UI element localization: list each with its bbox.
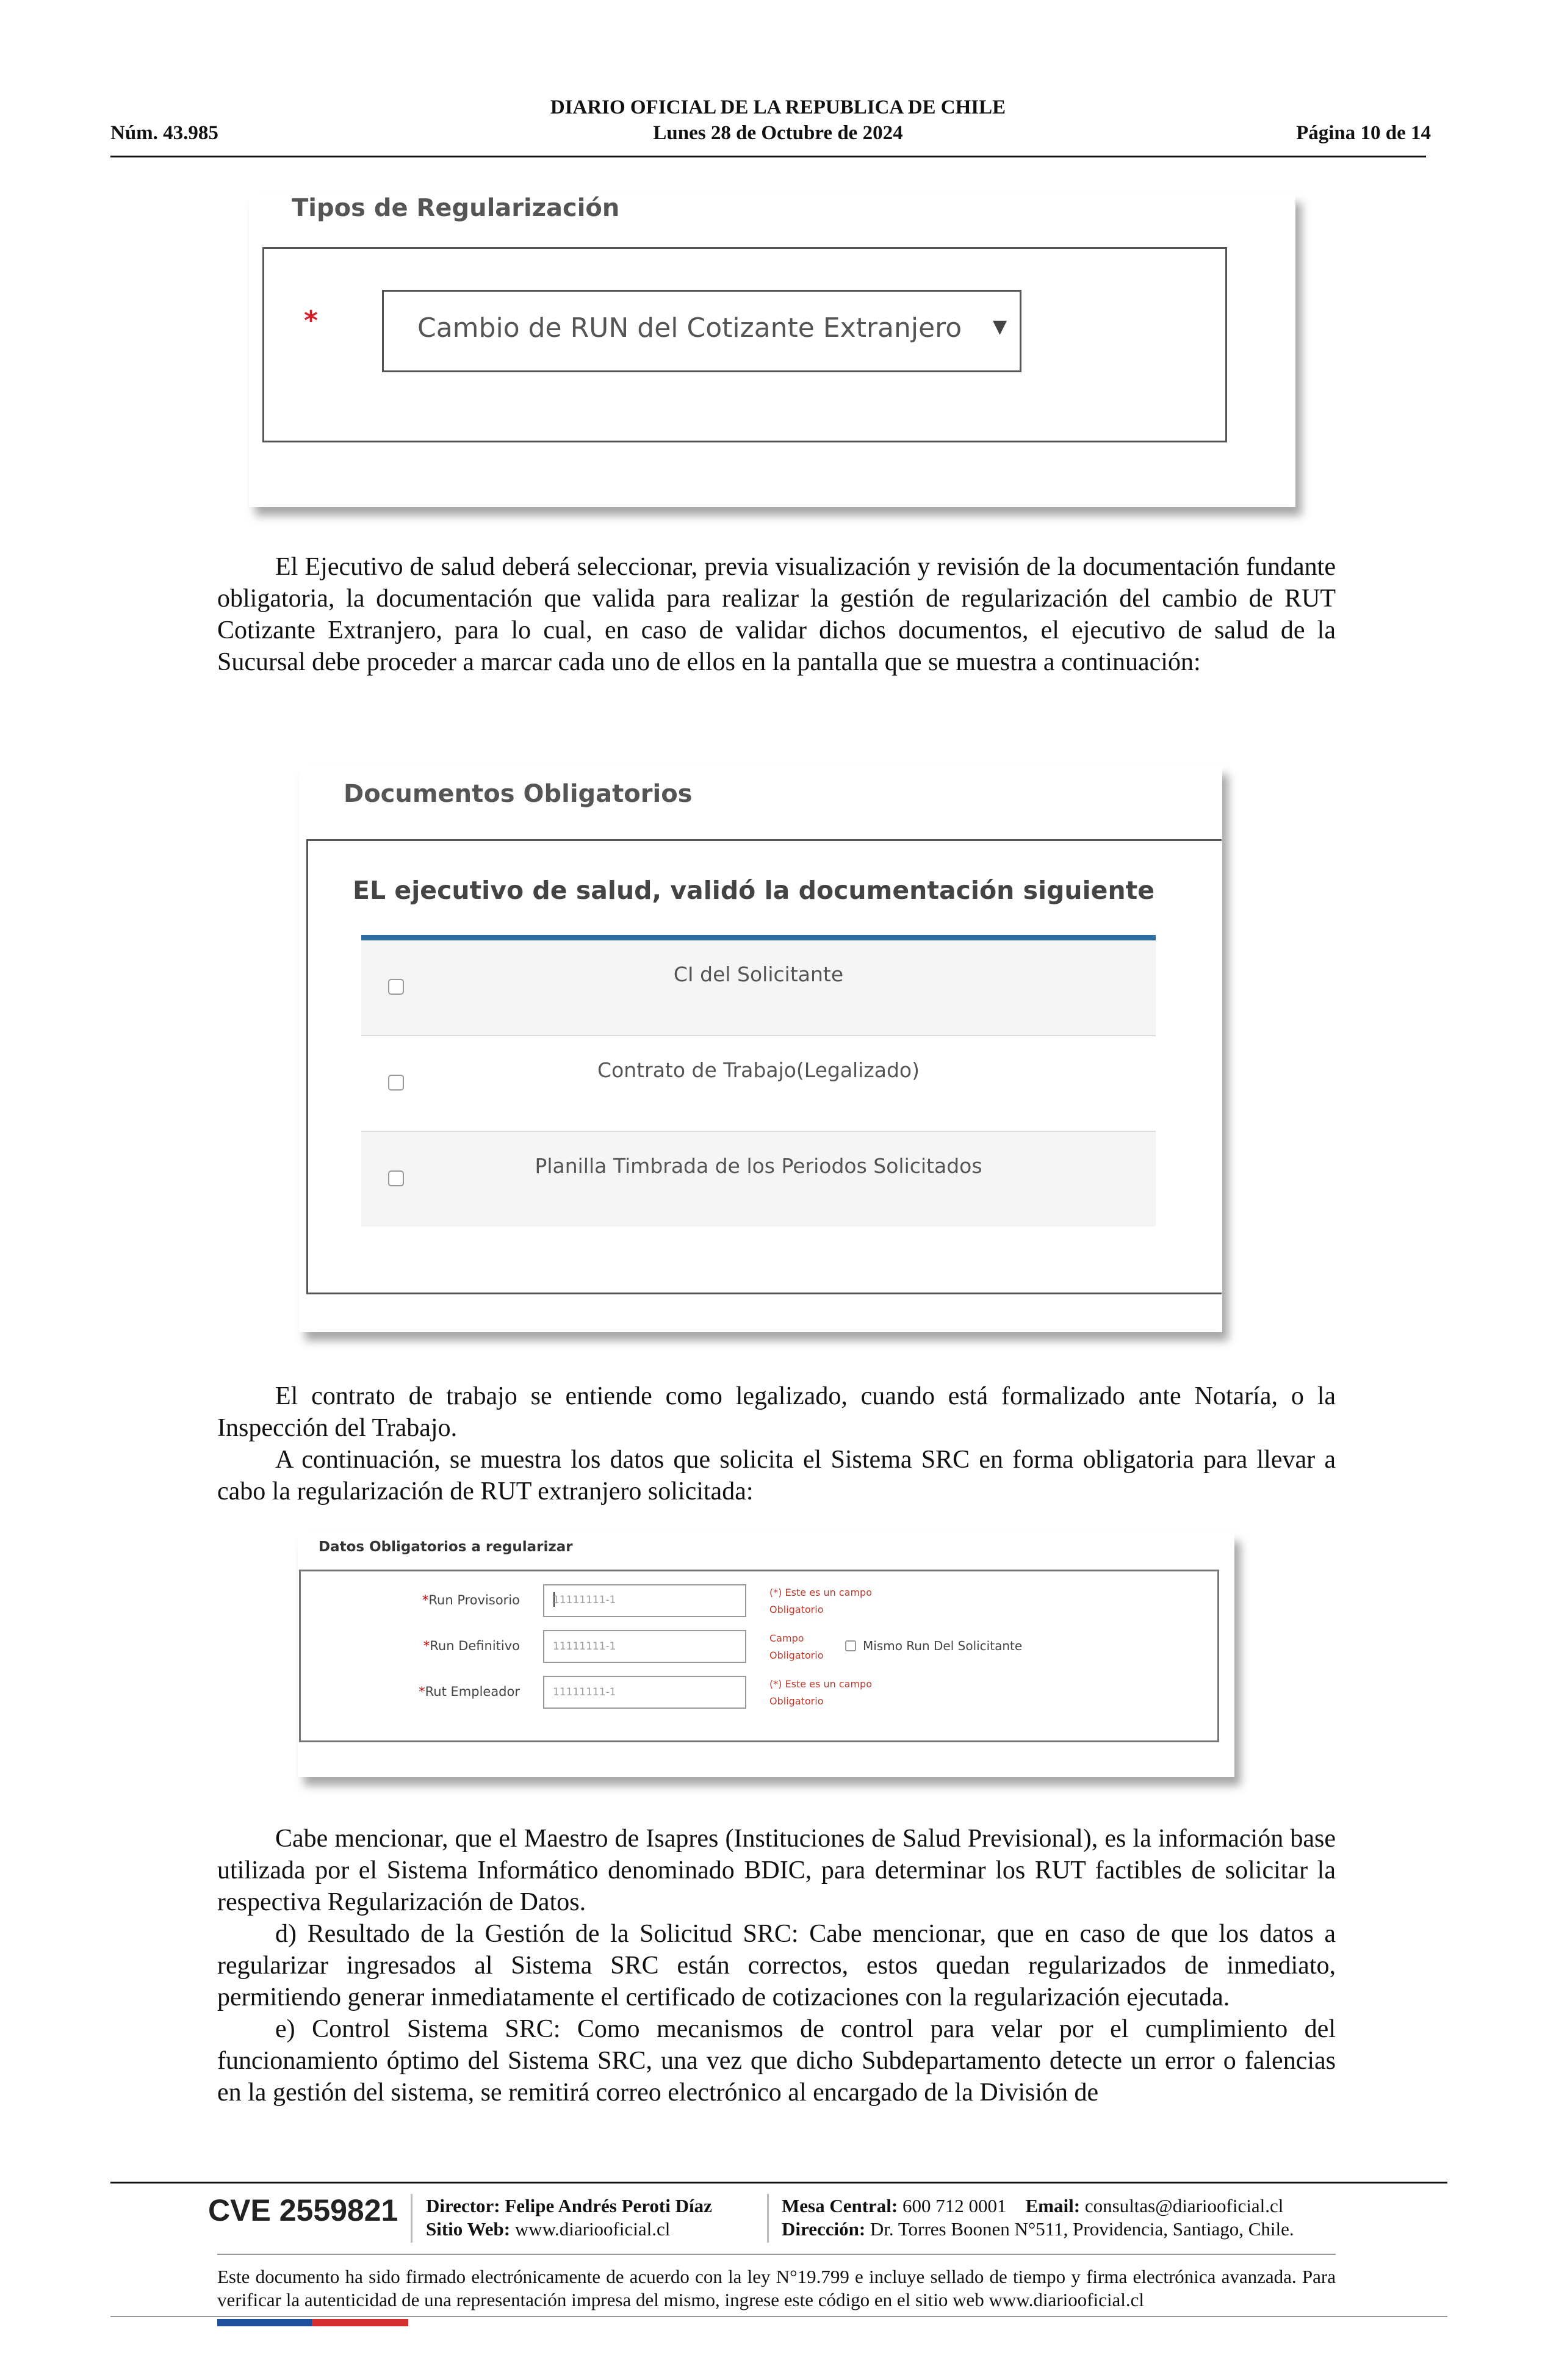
newspaper-title: DIARIO OFICIAL DE LA REPUBLICA DE CHILE [550, 96, 1006, 118]
document-label: Contrato de Trabajo(Legalizado) [597, 1058, 920, 1082]
footer-contact-block [782, 2194, 1294, 2241]
run-definitivo-label [373, 1639, 520, 1653]
page-number: Página 10 de 14 [1296, 122, 1431, 144]
document-row-planilla [361, 1132, 1156, 1227]
website-label: Sitio Web: [426, 2218, 511, 2240]
website-link[interactable]: www.diariooficial.cl [514, 2218, 671, 2240]
cve-code: CVE 2559821 [208, 2193, 398, 2227]
run-provisorio-required-note [769, 1584, 891, 1618]
body-paragraph-3 [217, 1823, 1336, 2108]
mandatory-documents-title: Documentos Obligatorios [344, 780, 693, 808]
same-run-checkbox-label: Mismo Run Del Solicitante [863, 1639, 1023, 1653]
electronic-signature-notice: Este documento ha sido firmado electrónicamente de acuerdo con la ley N°19.799 e incluye sellado de tiempo y firma electrónica avanzada. Para verificar la autenticidad de una representación impresa del mismo, ingrese este código en el sitio web www.diariooficial.cl [217, 2266, 1336, 2310]
required-asterisk: * [419, 1684, 425, 1699]
body-paragraph-1 [217, 551, 1336, 678]
field-label-text: Run Definitivo [430, 1639, 520, 1653]
document-label: CI del Solicitante [673, 962, 844, 986]
paragraph-text: e) Control Sistema SRC: Como mecanismos de control para velar por el cumplimiento del funcionamiento óptimo del Sistema SRC, una vez que dicho Subdepartamento detecte un error o falencias en la gestión del sistema, se remitirá correo electrónico al encargado de la División de [217, 2015, 1336, 2107]
required-asterisk: * [422, 1593, 429, 1607]
regularization-type-title: Tipos de Regularización [292, 194, 620, 222]
paragraph-text: El contrato de trabajo se entiende como legalizado, cuando está formalizado ante Notaría, o la Inspección del Trabajo. [217, 1382, 1336, 1442]
issue-date: Lunes 28 de Octubre de 2024 [653, 122, 903, 144]
run-provisorio-label [373, 1593, 520, 1607]
footer-divider [411, 2194, 412, 2243]
issue-number: Núm. 43.985 [110, 122, 218, 144]
footer-bottom-rule [110, 2316, 1447, 2317]
paragraph-text: A continuación, se muestra los datos que solicita el Sistema SRC en forma obligatoria para llevar a cabo la regularización de RUT extranjero solicitada: [217, 1446, 1336, 1506]
phone-label: Mesa Central: [782, 2195, 898, 2216]
rut-empleador-label [373, 1684, 520, 1699]
same-run-checkbox[interactable] [845, 1640, 856, 1651]
note-line: Obligatorio [769, 1604, 824, 1615]
validated-documents-subtitle: EL ejecutivo de salud, validó la documentación siguiente [353, 876, 1155, 905]
run-provisorio-placeholder: 11111111-1 [553, 1594, 616, 1606]
required-asterisk: * [304, 305, 319, 336]
footer-inner-rule [217, 2254, 1336, 2255]
footer-director-block [426, 2194, 712, 2241]
rut-empleador-required-note [769, 1676, 891, 1710]
footer-rule [110, 2182, 1447, 2183]
header-rule [110, 156, 1426, 157]
director-label: Director: [426, 2195, 500, 2216]
address-label: Dirección: [782, 2218, 866, 2240]
table-header-bar [361, 935, 1156, 940]
note-line: Campo [769, 1632, 804, 1644]
body-paragraph-2 [217, 1380, 1336, 1507]
flag-stripe-red [312, 2319, 408, 2326]
email-label: Email: [1025, 2195, 1081, 2216]
note-line: Obligatorio [769, 1695, 824, 1707]
paragraph-text: Cabe mencionar, que el Maestro de Isapres (Instituciones de Salud Previsional), es la información base utilizada por el Sistema Informático denominado BDIC, para determinar los RUT factibles de solicitar la respectiva Regularización de Datos. [217, 1825, 1336, 1916]
mandatory-data-title: Datos Obligatorios a regularizar [319, 1539, 573, 1555]
field-label-text: Rut Empleador [425, 1684, 520, 1699]
document-row-ci [361, 940, 1156, 1035]
note-line: Obligatorio [769, 1650, 824, 1661]
email-address[interactable]: consultas@diariooficial.cl [1084, 2195, 1284, 2216]
document-label: Planilla Timbrada de los Periodos Solicitados [535, 1154, 982, 1178]
regularization-type-selected-value: Cambio de RUN del Cotizante Extranjero [417, 312, 962, 344]
flag-stripe-blue [217, 2319, 312, 2326]
paragraph-text: El Ejecutivo de salud deberá seleccionar, previa visualización y revisión de la documentación fundante obligatoria, la documentación que valida para realizar la gestión de regularización del cambio de RUT Cotizante Extranjero, para lo cual, en caso de validar dichos documentos, el ejecutivo de salud de la Sucursal debe proceder a marcar cada uno de ellos en la pantalla que se muestra a continuación: [217, 553, 1336, 676]
director-name: Felipe Andrés Peroti Díaz [505, 2195, 712, 2216]
document-row-contrato [361, 1036, 1156, 1131]
paragraph-text: d) Resultado de la Gestión de la Solicitud SRC: Cabe mencionar, que en caso de que los datos a regularizar ingresados al Sistema SRC están correctos, estos quedan regularizados de inmediato, permitiendo generar inmediatamente el certificado de cotizaciones con la regularización ejecutada. [217, 1920, 1336, 2011]
address-text: Dr. Torres Boonen N°511, Providencia, Santiago, Chile. [870, 2218, 1294, 2240]
note-line: (*) Este es un campo [769, 1587, 872, 1598]
chevron-down-icon[interactable]: ▼ [993, 316, 1007, 337]
note-line: (*) Este es un campo [769, 1678, 872, 1690]
rut-empleador-placeholder: 11111111-1 [553, 1686, 616, 1698]
footer-divider [767, 2194, 769, 2243]
phone-number: 600 712 0001 [902, 2195, 1007, 2216]
required-asterisk: * [423, 1639, 430, 1653]
run-definitivo-placeholder: 11111111-1 [553, 1640, 616, 1653]
field-label-text: Run Provisorio [428, 1593, 520, 1607]
